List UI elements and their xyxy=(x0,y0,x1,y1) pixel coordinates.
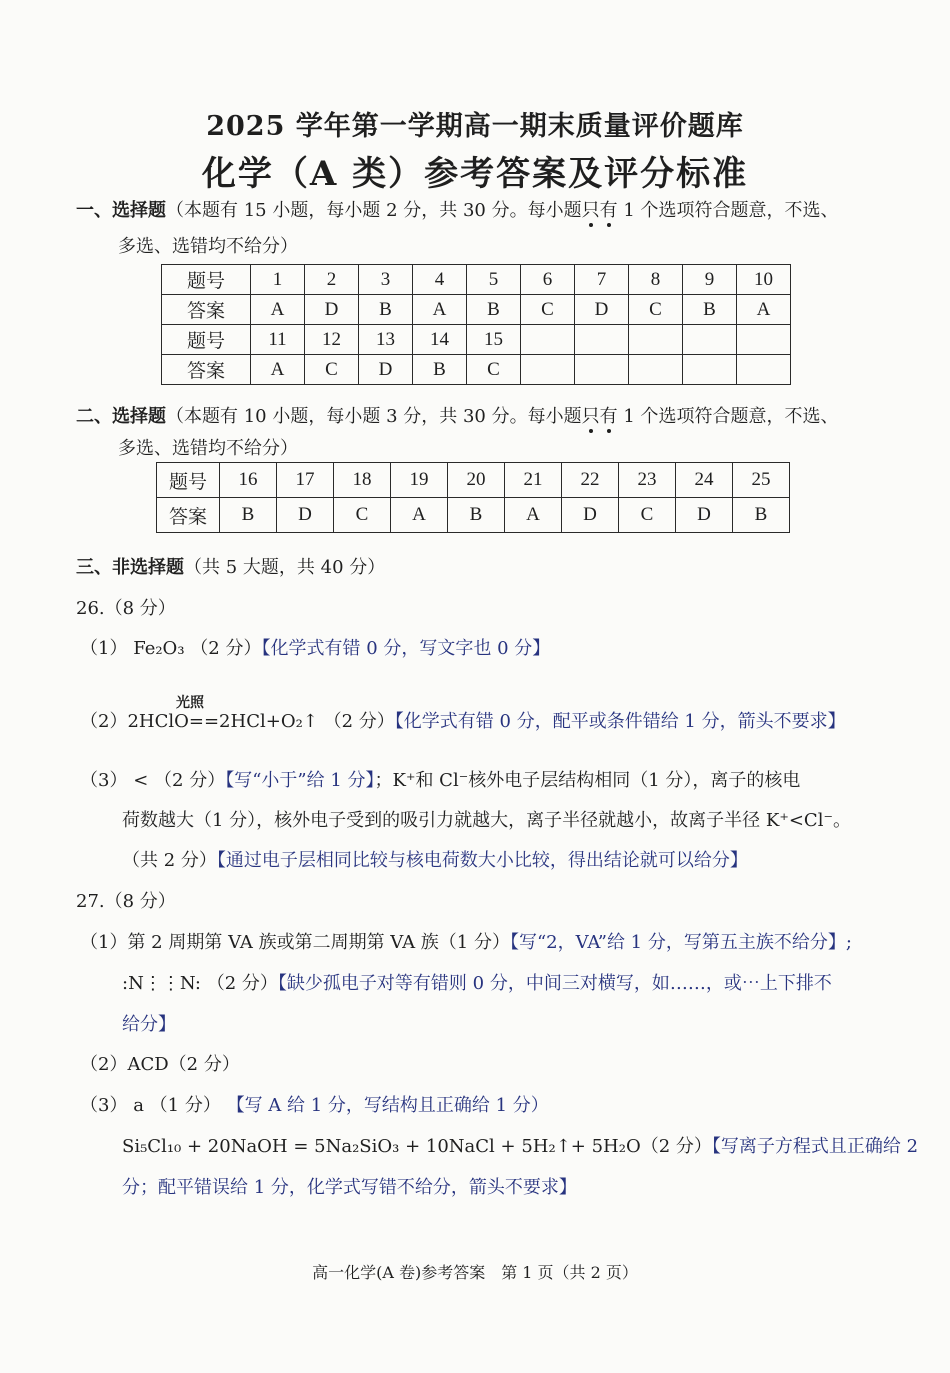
section1-heading: 一、选择题 xyxy=(76,200,166,221)
q27-p1-score2: （2 分） xyxy=(206,973,278,994)
section2-desc-line2: 多选、选错均不给分） xyxy=(118,438,298,459)
section1-answer-table xyxy=(161,264,791,385)
question-number: 21 xyxy=(505,463,562,498)
answer-cell: D xyxy=(305,295,359,325)
question-number: 6 xyxy=(521,265,575,295)
document-title: 2025 学年第一学期高一期末质量评价题库 xyxy=(206,111,744,142)
question-number: 13 xyxy=(359,325,413,355)
q27-part1-line2 xyxy=(122,971,832,997)
question-number: 14 xyxy=(413,325,467,355)
question-number: 2 xyxy=(305,265,359,295)
question-number: 3 xyxy=(359,265,413,295)
section2-emph-has: 有 xyxy=(599,406,618,427)
table-row xyxy=(157,463,790,498)
answer-cell: C xyxy=(619,498,676,533)
q26-p2-note: 【化学式有错 0 分，配平或条件错给 1 分，箭头不要求】 xyxy=(394,711,846,732)
answer-cell: A xyxy=(737,295,791,325)
section3-desc: （共 5 大题，共 40 分） xyxy=(184,557,386,578)
answer-cell: D xyxy=(575,295,629,325)
question-number: 9 xyxy=(683,265,737,295)
question-number: 10 xyxy=(737,265,791,295)
question-number: 11 xyxy=(251,325,305,355)
row-label: 题号 xyxy=(162,325,251,355)
answer-cell: B xyxy=(220,498,277,533)
section1-heading-line xyxy=(76,198,839,224)
q27-p1-text: 第 2 周期第 VA 族或第二周期第 VA 族（1 分） xyxy=(127,932,510,953)
answer-cell: D xyxy=(562,498,619,533)
answer-cell: C xyxy=(334,498,391,533)
q27-part3-line1 xyxy=(80,1093,549,1119)
q26-part2 xyxy=(80,709,846,735)
table-row xyxy=(162,325,791,355)
question-number: 22 xyxy=(562,463,619,498)
question-number: 12 xyxy=(305,325,359,355)
q26-p3-text3: （共 2 分） xyxy=(122,850,217,871)
row-label: 答案 xyxy=(162,355,251,385)
q27-part1-line1 xyxy=(80,930,852,956)
q27-p3-answer: a xyxy=(133,1095,144,1116)
q26-title: 26.（8 分） xyxy=(76,598,176,619)
q26-part1 xyxy=(80,636,550,662)
section2-heading-line xyxy=(76,404,839,430)
answer-cell: A xyxy=(413,295,467,325)
q27-p2-label: （2） xyxy=(80,1054,128,1075)
question-number: 19 xyxy=(391,463,448,498)
table-row xyxy=(157,498,790,533)
q26-p3-text2: 荷数越大（1 分），核外电子受到的吸引力就越大，离子半径就越小，故离子半径 K⁺<Cl⁻。 xyxy=(122,810,851,831)
q26-part3-line1 xyxy=(80,768,800,794)
section2-heading: 二、选择题 xyxy=(76,406,166,427)
answer-cell: B xyxy=(683,295,737,325)
row-label: 答案 xyxy=(162,295,251,325)
table-row xyxy=(162,295,791,325)
section2-emph-only: 只 xyxy=(581,406,600,427)
q27-p3-score: （1 分） xyxy=(149,1095,221,1116)
answer-cell: C xyxy=(467,355,521,385)
q27-p3-note: 【写 A 给 1 分，写结构且正确给 1 分） xyxy=(226,1095,549,1116)
section1-desc-a: （本题有 15 小题，每小题 2 分，共 30 分。每小题 xyxy=(166,200,582,221)
table-row xyxy=(162,265,791,295)
answer-cell: D xyxy=(359,355,413,385)
section3-heading-line xyxy=(76,555,385,581)
question-number: 17 xyxy=(277,463,334,498)
question-number xyxy=(683,325,737,355)
section2-desc-b: 1 个选项符合题意，不选、 xyxy=(617,406,839,427)
q27-p3-note2: 【写离子方程式且正确给 2 xyxy=(711,1136,919,1157)
question-number: 7 xyxy=(575,265,629,295)
answer-cell: B xyxy=(448,498,505,533)
table-row xyxy=(162,355,791,385)
question-number: 5 xyxy=(467,265,521,295)
answer-cell: B xyxy=(467,295,521,325)
answer-cell: A xyxy=(251,355,305,385)
q27-p3-score2: （2 分） xyxy=(640,1136,712,1157)
row-label: 题号 xyxy=(157,463,220,498)
q26-p3-text1: ；K⁺和 Cl⁻核外电子层结构相同（1 分），离子的核电 xyxy=(374,770,801,791)
question-number: 8 xyxy=(629,265,683,295)
q27-title: 27.（8 分） xyxy=(76,891,176,912)
question-number: 18 xyxy=(334,463,391,498)
section1-emph-only: 只 xyxy=(581,200,600,221)
q27-p1-note: 【写“2，VA”给 1 分，写第五主族不给分】; xyxy=(509,932,852,953)
row-label: 题号 xyxy=(162,265,251,295)
section3-heading: 三、非选择题 xyxy=(76,557,184,578)
question-number: 25 xyxy=(733,463,790,498)
q26-p3-note1: 【写“小于”给 1 分】 xyxy=(225,770,375,791)
q26-p3-score: （2 分） xyxy=(154,770,226,791)
answer-cell xyxy=(575,355,629,385)
q27-part3-line2 xyxy=(122,1134,918,1160)
answer-cell: A xyxy=(251,295,305,325)
answer-cell: A xyxy=(505,498,562,533)
q26-p3-answer: < xyxy=(133,770,149,791)
document-subtitle: 化学（A 类）参考答案及评分标准 xyxy=(201,154,749,194)
question-number xyxy=(629,325,683,355)
q26-p2-condition: 光照 xyxy=(176,695,204,711)
q26-p2-label: （2） xyxy=(80,711,128,732)
answer-cell: C xyxy=(629,295,683,325)
q26-p3-label: （3） xyxy=(80,770,128,791)
question-number: 1 xyxy=(251,265,305,295)
q27-p3-label: （3） xyxy=(80,1095,128,1116)
q26-p1-note: 【化学式有错 0 分，写文字也 0 分】 xyxy=(261,638,551,659)
section1-emph-has: 有 xyxy=(599,200,618,221)
answer-cell xyxy=(629,355,683,385)
q27-p1-note2b: 给分】 xyxy=(122,1014,176,1035)
answer-cell xyxy=(683,355,737,385)
section1-desc-line2: 多选、选错均不给分） xyxy=(118,236,298,257)
q27-p2-text: ACD（2 分） xyxy=(127,1054,240,1075)
question-number xyxy=(737,325,791,355)
q26-p2-score: （2 分） xyxy=(323,711,395,732)
q26-p2-equation: 2HClO==2HCl+O₂↑ xyxy=(127,711,318,732)
answer-cell: C xyxy=(521,295,575,325)
q27-p1-note2: 【缺少孤电子对等有错则 0 分，中间三对横写，如……，或⋯上下排不 xyxy=(277,973,832,994)
answer-cell: A xyxy=(391,498,448,533)
question-number: 20 xyxy=(448,463,505,498)
question-number: 4 xyxy=(413,265,467,295)
section1-desc-b: 1 个选项符合题意，不选、 xyxy=(617,200,839,221)
q26-p1-label: （1） xyxy=(80,638,128,659)
q27-part2 xyxy=(80,1052,240,1078)
answer-cell: D xyxy=(676,498,733,533)
q26-p1-score: （2 分） xyxy=(190,638,262,659)
q27-p3-equation: Si₅Cl₁₀ + 20NaOH = 5Na₂SiO₃ + 10NaCl + 5H₂↑+ 5H₂O xyxy=(122,1136,641,1157)
question-number: 24 xyxy=(676,463,733,498)
answer-cell xyxy=(737,355,791,385)
answer-cell: D xyxy=(277,498,334,533)
question-number: 23 xyxy=(619,463,676,498)
section2-answer-table xyxy=(156,462,790,533)
question-number: 16 xyxy=(220,463,277,498)
q26-p3-note2: 【通过电子层相同比较与核电荷数大小比较，得出结论就可以给分】 xyxy=(216,850,748,871)
q26-p1-formula: Fe₂O₃ xyxy=(133,638,185,659)
answer-cell: B xyxy=(359,295,413,325)
answer-cell xyxy=(521,355,575,385)
q27-p1-lewis-structure: :N⋮⋮N: xyxy=(122,973,201,994)
q27-p3-note2b: 分；配平错误给 1 分，化学式写错不给分，箭头不要求】 xyxy=(122,1177,577,1198)
answer-cell: B xyxy=(733,498,790,533)
section2-desc-a: （本题有 10 小题，每小题 3 分，共 30 分。每小题 xyxy=(166,406,582,427)
question-number: 15 xyxy=(467,325,521,355)
page-footer: 高一化学(A 卷)参考答案 第 1 页（共 2 页） xyxy=(312,1263,638,1282)
row-label: 答案 xyxy=(157,498,220,533)
q27-p1-label: （1） xyxy=(80,932,128,953)
question-number xyxy=(575,325,629,355)
question-number xyxy=(521,325,575,355)
answer-cell: C xyxy=(305,355,359,385)
answer-cell: B xyxy=(413,355,467,385)
q26-part3-line3 xyxy=(122,848,748,874)
